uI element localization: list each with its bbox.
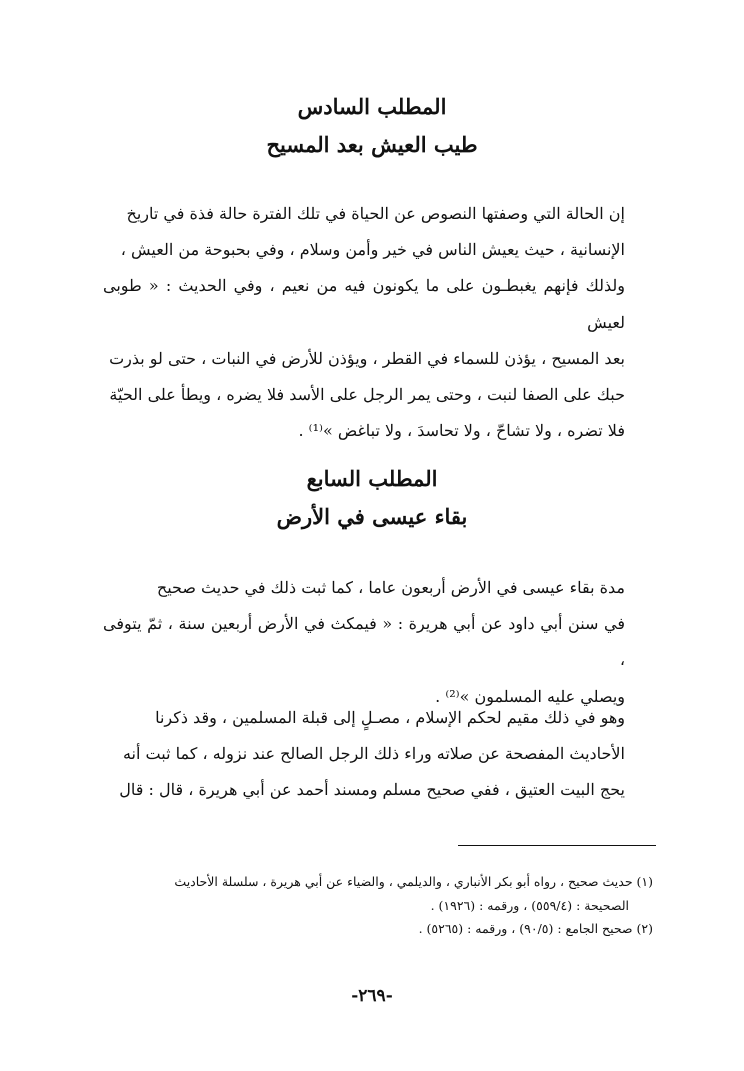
footnotes <box>108 870 653 941</box>
section-7-paragraph-1 <box>103 570 625 715</box>
section-7-paragraph-2 <box>103 700 625 809</box>
footnote-1-line-2: الصحيحة : (٥٥٩/٤) ، ورقمه : (١٩٢٦) . <box>430 897 629 913</box>
body-line: مدة بقاء عيسى في الأرض أربعون عاما ، كما ثبت ذلك في حديث صحيح <box>156 578 625 597</box>
page-number: -٢٦٩- <box>351 986 393 1006</box>
footnote-divider <box>458 845 656 846</box>
body-line: ويصلي عليه المسلمون »⁽²⁾ . <box>435 686 625 706</box>
section-7-subtitle: بقاء عيسى في الأرض <box>276 504 468 529</box>
body-line: حبك على الصفا لنبت ، وحتى يمر الرجل على الأسد فلا يضره ، ويطأ على الحيّة <box>109 385 625 405</box>
footnote-2: (٢) صحيح الجامع : (٩٠/٥) ، ورقمه : (٥٢٦٥) . <box>418 921 653 936</box>
body-line: في سنن أبي داود عن أبي هريرة : « فيمكث في الأرض أربعين سنة ، ثمّ يتوفى ، <box>103 614 625 670</box>
body-line: الإنسانية ، حيث يعيش الناس في خير وأمن وسلام ، وفي بحبوحة من العيش ، <box>120 240 625 260</box>
section-7-title: المطلب السابع <box>306 466 438 491</box>
body-line: فلا تضره ، ولا تشاحّ ، ولا تحاسدَ ، ولا تباغض »⁽¹⁾ . <box>298 421 625 441</box>
footnote-1-line-1: (١) حديث صحيح ، رواه أبو بكر الأنباري ، والديلمي ، والضياء عن أبي هريرة ، سلسلة الأحاديث <box>174 874 653 889</box>
section-6-paragraph <box>103 196 625 449</box>
body-line: يحج البيت العتيق ، ففي صحيح مسلم ومسند أحمد عن أبي هريرة ، قال : قال <box>119 780 625 800</box>
body-line: إن الحالة التي وصفتها النصوص عن الحياة في تلك الفترة حالة فذة في تاريخ <box>126 204 625 223</box>
body-line: الأحاديث المفصحة عن صلاته وراء ذلك الرجل الصالح عند نزوله ، كما ثبت أنه <box>122 744 625 764</box>
body-line: بعد المسيح ، يؤذن للسماء في القطر ، ويؤذن للأرض في النبات ، حتى لو بذرت <box>109 348 625 368</box>
section-6-title: المطلب السادس <box>297 94 447 119</box>
section-6-subtitle: طيب العيش بعد المسيح <box>266 132 478 157</box>
body-line: وهو في ذلك مقيم لحكم الإسلام ، مصـلٍ إلى قبلة المسلمين ، وقد ذكرنا <box>155 708 625 727</box>
body-line: ولذلك فإنهم يغبطـون على ما يكونون فيه من نعيم ، وفي الحديث : « طوبى لعيش <box>103 276 625 332</box>
